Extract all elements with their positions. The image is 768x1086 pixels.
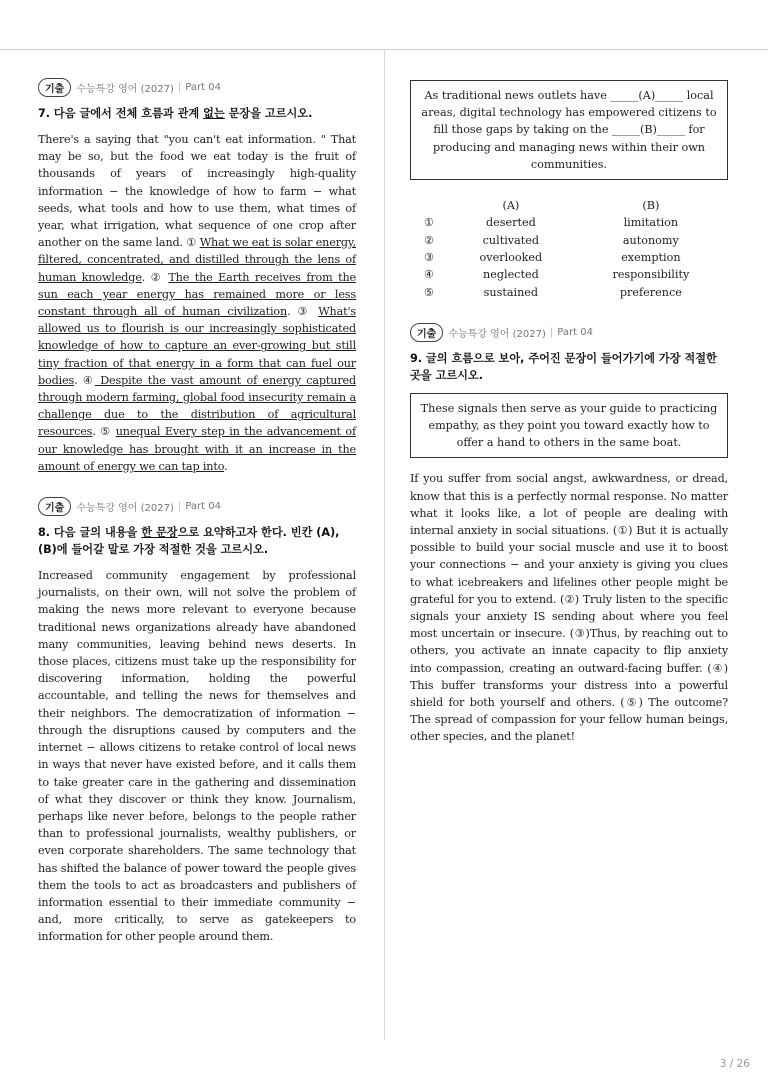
q9-source: 수능특강 영어 (2027): [448, 328, 546, 340]
q7-title-pre: 7. 다음 글에서 전체 흐름과 관계: [38, 107, 204, 120]
q7-part: Part 04: [185, 82, 221, 93]
q9-given-sentence-box: These signals then serve as your guide to practicing empathy, as they point you toward exactly how to offer a hand to others in the same boat.: [410, 393, 728, 459]
q7-title: [38, 105, 356, 122]
choice-a: deserted: [485, 216, 536, 230]
choice-a: neglected: [483, 268, 539, 282]
page-number: 3 / 26: [719, 1058, 750, 1070]
choice-row[interactable]: [410, 266, 728, 283]
choice-b: limitation: [623, 216, 679, 230]
q8-badge: 기출: [38, 497, 71, 516]
q7-marker-2: . ②: [141, 270, 169, 284]
choice-a: sustained: [483, 285, 539, 299]
q8-title-underlined: 한 문장: [141, 526, 178, 540]
q7-intro: There's a saying that "you can't eat information. " That may be so, but the food we eat today is the fruit of thousands of years of increasingly high-quality information − the knowledge of how to farm − what seeds, what tools and how to use them, what times of year, what irrigation, what sequence of one crop after another on the same land. ①: [38, 133, 356, 250]
q7-title-underlined: 없는: [203, 107, 225, 120]
column-divider: [384, 50, 385, 1040]
choice-b: responsibility: [612, 268, 690, 282]
q8-source: 수능특강 영어 (2027): [76, 503, 174, 515]
choice-b: preference: [619, 285, 682, 299]
q9-source-tag: [410, 323, 728, 342]
q9-separator: |: [549, 326, 554, 338]
q7-marker-4: . ④: [74, 373, 95, 387]
choice-header-b: (B): [642, 199, 660, 213]
choice-row[interactable]: [410, 249, 728, 266]
q7-sentence-5: unequal Every step in the advancement of our knowledge has brought with it an increase in the amount of energy we can tap into: [38, 425, 356, 473]
choice-a: overlooked: [479, 250, 543, 264]
q9-title: 9. 글의 흐름으로 보아, 주어진 문장이 들어가기에 가장 적절한 곳을 고르시오.: [410, 351, 717, 382]
q7-sentence-4: Despite the vast amount of energy captured through modern farming, global food insecurity remain a challenge due to the distribution of agricultural resources: [38, 373, 356, 439]
choice-header-a: (A): [502, 199, 520, 213]
q7-sentence-2: The the Earth receives from the sun each year energy has remained more or less constant through all of human civilization: [38, 270, 356, 319]
q7-passage: [38, 131, 356, 475]
q8-separator: |: [177, 501, 182, 513]
choice-row[interactable]: [410, 232, 728, 249]
q7-sentence-3: What's allowed us to flourish is our increasingly sophisticated knowledge of how to capture an ever-growing but still tiny fraction of that energy in a form that can fuel our bodies: [38, 305, 356, 387]
q8-part: Part 04: [185, 501, 221, 513]
choice-b: exemption: [621, 250, 681, 264]
choice-header-num: [410, 197, 448, 214]
q7-sentence-1: What we eat is solar energy, filtered, concentrated, and distilled through the lens of human knowledge: [38, 236, 356, 284]
q8-title-post: 으로 요약하고자 한다. 빈칸 (A), (B)에 들어갈 말로 가장 적절한 것을 고르시오.: [38, 526, 340, 557]
q7-source-tag: [38, 78, 356, 97]
q9-part: Part 04: [557, 326, 593, 338]
q7-separator: |: [177, 82, 182, 93]
choice-number: ①: [423, 216, 435, 230]
q7-badge: 기출: [38, 78, 71, 97]
q8-passage: Increased community engagement by professional journalists, on their own, will not solve the problem of making the news more relevant to everyone because traditional news organizations already have abandoned many communities, leaving behind news deserts. In those places, citizens must take up the responsibility for discovering information, holding the powerful accountable, and telling the news for themselves and their neighbors. The democratization of information − through the disruptions caused by computers and the internet − allows citizens to retake control of local news in ways that never have existed before, and it calls them to take greater care in the gathering and dissemination of what they discover or think they know. Journalism, perhaps like never before, belongs to the people rather than to professional journalists, wealthy publishers, or even corporate shareholders. The same technology that has shifted the balance of power toward the people gives them the tools to act as broadcasters and publishers of information essential to their immediate community − and, more critically, to serve as gatekeepers to information for other people around them.: [38, 569, 356, 944]
choices-header-row: [410, 197, 728, 214]
choice-b: autonomy: [622, 233, 679, 247]
choice-number: ④: [423, 268, 435, 282]
q7-source: 수능특강 영어 (2027): [76, 84, 174, 95]
q8-choices-table: [410, 197, 728, 301]
q7-marker-5: . ⑤: [92, 425, 116, 439]
q9-badge: 기출: [410, 323, 443, 342]
q7-title-post: 문장을 고르시오.: [224, 107, 313, 120]
choice-number: ⑤: [423, 285, 435, 299]
choice-row[interactable]: [410, 214, 728, 231]
q8-title-pre: 8. 다음 글의 내용을: [38, 526, 142, 540]
q7-marker-3: . ③: [287, 305, 319, 319]
right-column: [410, 80, 728, 746]
spacer: [38, 475, 356, 497]
q8-summary-box: As traditional news outlets have _____(A)_____ local areas, digital technology has empowered citizens to fill those gaps by taking on the _____(B)_____ for producing and managing news within their own communities.: [410, 80, 728, 180]
choice-row[interactable]: [410, 284, 728, 301]
spacer: [410, 301, 728, 323]
choice-number: ③: [423, 250, 435, 264]
q8-title: [38, 524, 356, 558]
choice-a: cultivated: [482, 233, 540, 247]
left-column: [38, 78, 356, 946]
q7-end: .: [224, 459, 228, 473]
q9-passage: If you suffer from social angst, awkwardness, or dread, know that this is a perfectly normal response. No matter what it looks like, a lot of people are dealing with internal anxiety in social situations. (①) But it is actually possible to build your social muscle and use it to boost your connections − and your anxiety is giving you clues to what icebreakers and lifelines other people might be grateful for you to extend. (②) Truly listen to the specific signals your anxiety IS sending about where you feel most uncertain or insecure. (③)Thus, by reaching out to others, you activate an innate capacity to flip anxiety into compassion, creating an outward-facing buffer. (④) This buffer transforms your distress into a powerful shield for both yourself and others. (⑤) The outcome? The spread of compassion for your fellow human beings, other species, and the planet!: [410, 472, 728, 744]
choice-number: ②: [423, 233, 435, 247]
q8-source-tag: [38, 497, 356, 516]
